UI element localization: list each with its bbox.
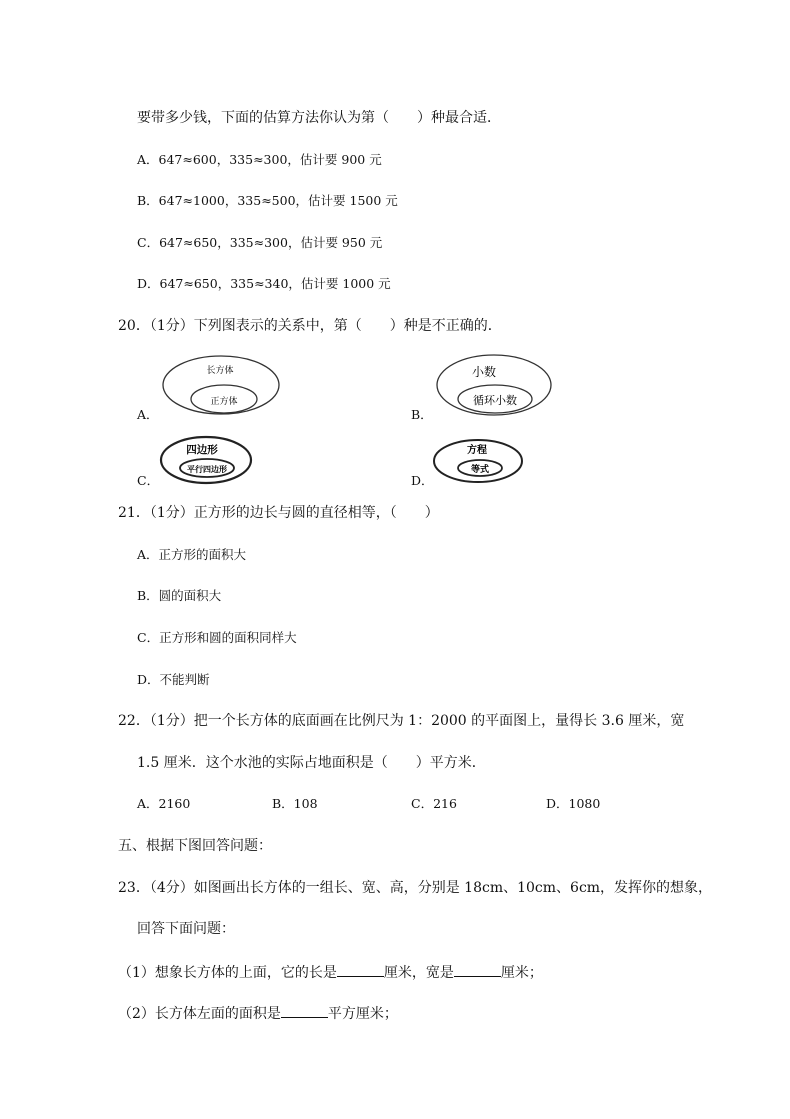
q22-option-a[interactable]: A．2160 <box>137 796 191 811</box>
q21-option-c[interactable]: C．正方形和圆的面积同样大 <box>137 630 297 645</box>
q21-option-a[interactable]: A．正方形的面积大 <box>137 547 247 562</box>
q22-option-c[interactable]: C．216 <box>411 796 457 811</box>
q20-option-b-letter[interactable]: B． <box>411 407 433 422</box>
q20-diagram-b <box>433 352 557 422</box>
q23-part2 <box>118 1003 398 1023</box>
q23-part2-text-a: （2）长方体左面的面积是 <box>118 1006 281 1022</box>
q23-stem-line2: 回答下面问题： <box>137 921 235 937</box>
q23-stem-line1: 23．（4分）如图画出长方体的一组长、宽、高，分别是 18cm、10cm、6cm，发挥你的想象， <box>118 880 713 896</box>
q23-part1-text-a: （1）想象长方体的上面，它的长是 <box>118 965 337 981</box>
q21-stem: 21．（1分）正方形的边长与圆的直径相等，（ ） <box>118 505 439 521</box>
q20-option-c-letter[interactable]: C． <box>137 473 160 488</box>
q22-option-d[interactable]: D．1080 <box>546 796 601 811</box>
q23-part1 <box>118 962 543 982</box>
diagram-b-outer-label: 小数 <box>471 365 497 379</box>
diagram-c-outer-label: 四边形 <box>186 444 218 456</box>
q22-stem-line1: 22．（1分）把一个长方体的底面画在比例尺为 1：2000 的平面图上，量得长 3.6 厘米，宽 <box>118 713 685 729</box>
section-heading: 五、根据下图回答问题： <box>118 838 272 854</box>
q19-stem-continuation: 要带多少钱，下面的估算方法你认为第（ ）种最合适． <box>137 110 501 126</box>
q23-part1-text-b: 厘米，宽是 <box>383 965 454 981</box>
q20-diagram-c <box>157 433 257 491</box>
q22-stem-line2: 1.5 厘米．这个水池的实际占地面积是（ ）平方米． <box>137 755 486 771</box>
diagram-d-inner-label: 等式 <box>470 465 490 475</box>
diagram-c-inner-label: 平行四边形 <box>187 465 227 474</box>
q19-option-a[interactable]: A．647≈600，335≈300，估计要 900 元 <box>137 152 382 167</box>
q23-part2-text-b: 平方厘米； <box>327 1006 398 1022</box>
diagram-b-inner-label: 循环小数 <box>473 394 517 407</box>
q20-stem: 20．（1分）下列图表示的关系中，第（ ）种是不正确的． <box>118 318 502 334</box>
q19-option-d[interactable]: D．647≈650，335≈340，估计要 1000 元 <box>137 276 391 291</box>
q23-length-blank[interactable] <box>337 962 384 977</box>
diagram-a-inner-label: 正方体 <box>210 397 238 407</box>
q23-area-blank[interactable] <box>281 1003 328 1018</box>
q23-width-blank[interactable] <box>454 962 501 977</box>
q19-option-b[interactable]: B．647≈1000，335≈500，估计要 1500 元 <box>137 193 398 208</box>
diagram-a-outer-label: 长方体 <box>206 366 234 376</box>
q21-option-d[interactable]: D．不能判断 <box>137 672 210 687</box>
q22-option-b[interactable]: B．108 <box>272 796 318 811</box>
q21-option-b[interactable]: B．圆的面积大 <box>137 588 222 603</box>
q20-diagram-a <box>160 352 284 422</box>
q19-option-c[interactable]: C．647≈650，335≈300，估计要 950 元 <box>137 235 383 250</box>
q20-option-d-letter[interactable]: D． <box>411 473 434 488</box>
q20-option-a-letter[interactable]: A． <box>137 407 159 422</box>
q20-diagram-d <box>430 436 526 490</box>
q23-part1-text-c: 厘米； <box>500 965 543 981</box>
diagram-d-outer-label: 方程 <box>467 445 487 456</box>
